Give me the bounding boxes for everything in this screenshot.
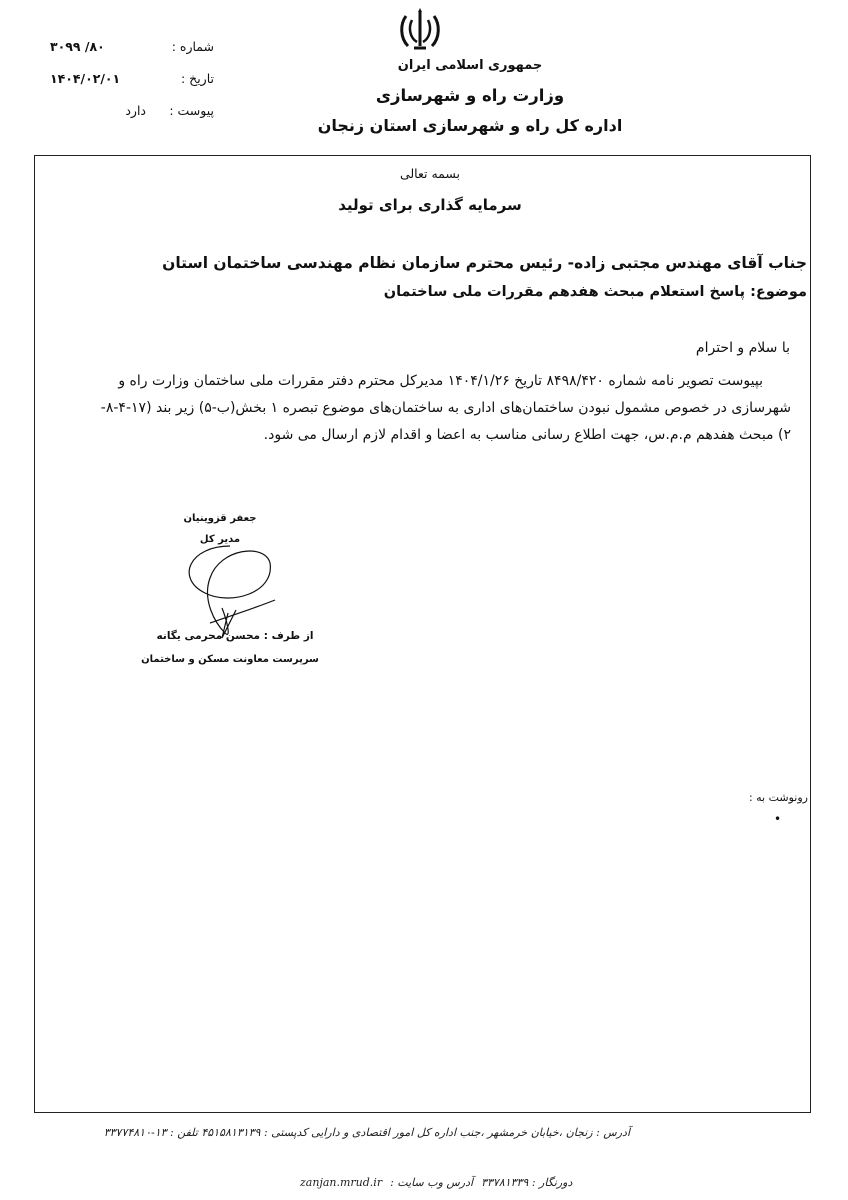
attachment-label: پیوست :	[169, 102, 214, 118]
greeting: با سلام و احترام	[695, 340, 790, 356]
signer-name: جعفر قزوینیان	[183, 513, 257, 524]
attachment-value: دارد	[125, 102, 146, 118]
number-label: شماره :	[171, 38, 214, 54]
ministry-title: وزارت راه و شهرسازی	[375, 86, 565, 105]
footer-website-link[interactable]: zanjan.mrud.ir	[300, 1176, 383, 1189]
body-line: بپیوست تصویر نامه شماره ۸۴۹۸/۴۲۰ تاریخ ۱۴۰۴/۱/۲۶ مدیرکل محترم دفتر مقررات ملی ساختمان وزارت راه و	[118, 373, 763, 389]
iran-emblem-icon	[398, 8, 442, 54]
number-value: ۸۰/ ۳۰۹۹	[50, 38, 105, 54]
footer-fax: دورنگار : ۳۳۷۸۱۳۳۹	[481, 1176, 573, 1189]
body-line: ۲) مبحث هفدهم م.م.س، جهت اطلاع رسانی مناسب به اعضا و اقدام لازم ارسال می شود.	[263, 427, 791, 443]
footer-contact	[300, 1176, 572, 1189]
subject-line: موضوع: پاسخ استعلام مبحث هفدهم مقررات ملی ساختمان	[383, 284, 807, 300]
letter-meta	[44, 30, 214, 126]
republic-title: جمهوری اسلامی ایران	[397, 58, 543, 73]
attachment-row	[44, 94, 214, 126]
directorate-title: اداره کل راه و شهرسازی استان زنجان	[317, 116, 623, 135]
footer-web-label: آدرس وب سایت :	[390, 1176, 474, 1189]
on-behalf-title: سرپرست معاونت مسکن و ساختمان	[141, 654, 319, 665]
invocation: بسمه تعالی	[399, 166, 461, 181]
date-value: ۱۴۰۴/۰۲/۰۱	[50, 70, 121, 86]
cc-label: رونوشت به :	[748, 791, 808, 804]
date-row	[44, 62, 214, 94]
signer-title: مدیر کل	[199, 534, 241, 545]
recipient-line: جناب آقای مهندس مجتبی زاده- رئیس محترم سازمان نظام مهندسی ساختمان استان	[162, 254, 807, 272]
date-label: تاریخ :	[180, 70, 214, 86]
slogan: سرمایه گذاری برای تولید	[338, 196, 522, 214]
cc-bullet: •	[774, 812, 782, 826]
footer-address: آدرس : زنجان ،خیابان خرمشهر ،جنب اداره کل امور اقتصادی و دارایی کدپستی : ۴۵۱۵۸۱۳۱۳۹ تلفن : ۱۳-۳۳۷۷۴۸۱۰	[103, 1126, 630, 1139]
letter-body	[40, 368, 791, 449]
on-behalf-line: از طرف : محسن محرمی یگانه	[156, 630, 314, 642]
number-row	[44, 30, 214, 62]
body-line: شهرسازی در خصوص مشمول نبودن ساختمان‌های اداری به ساختمان‌های موضوع تبصره ۱ بخش(ب-۵) زیر بند (۱۷-۴-۸-	[100, 400, 791, 416]
